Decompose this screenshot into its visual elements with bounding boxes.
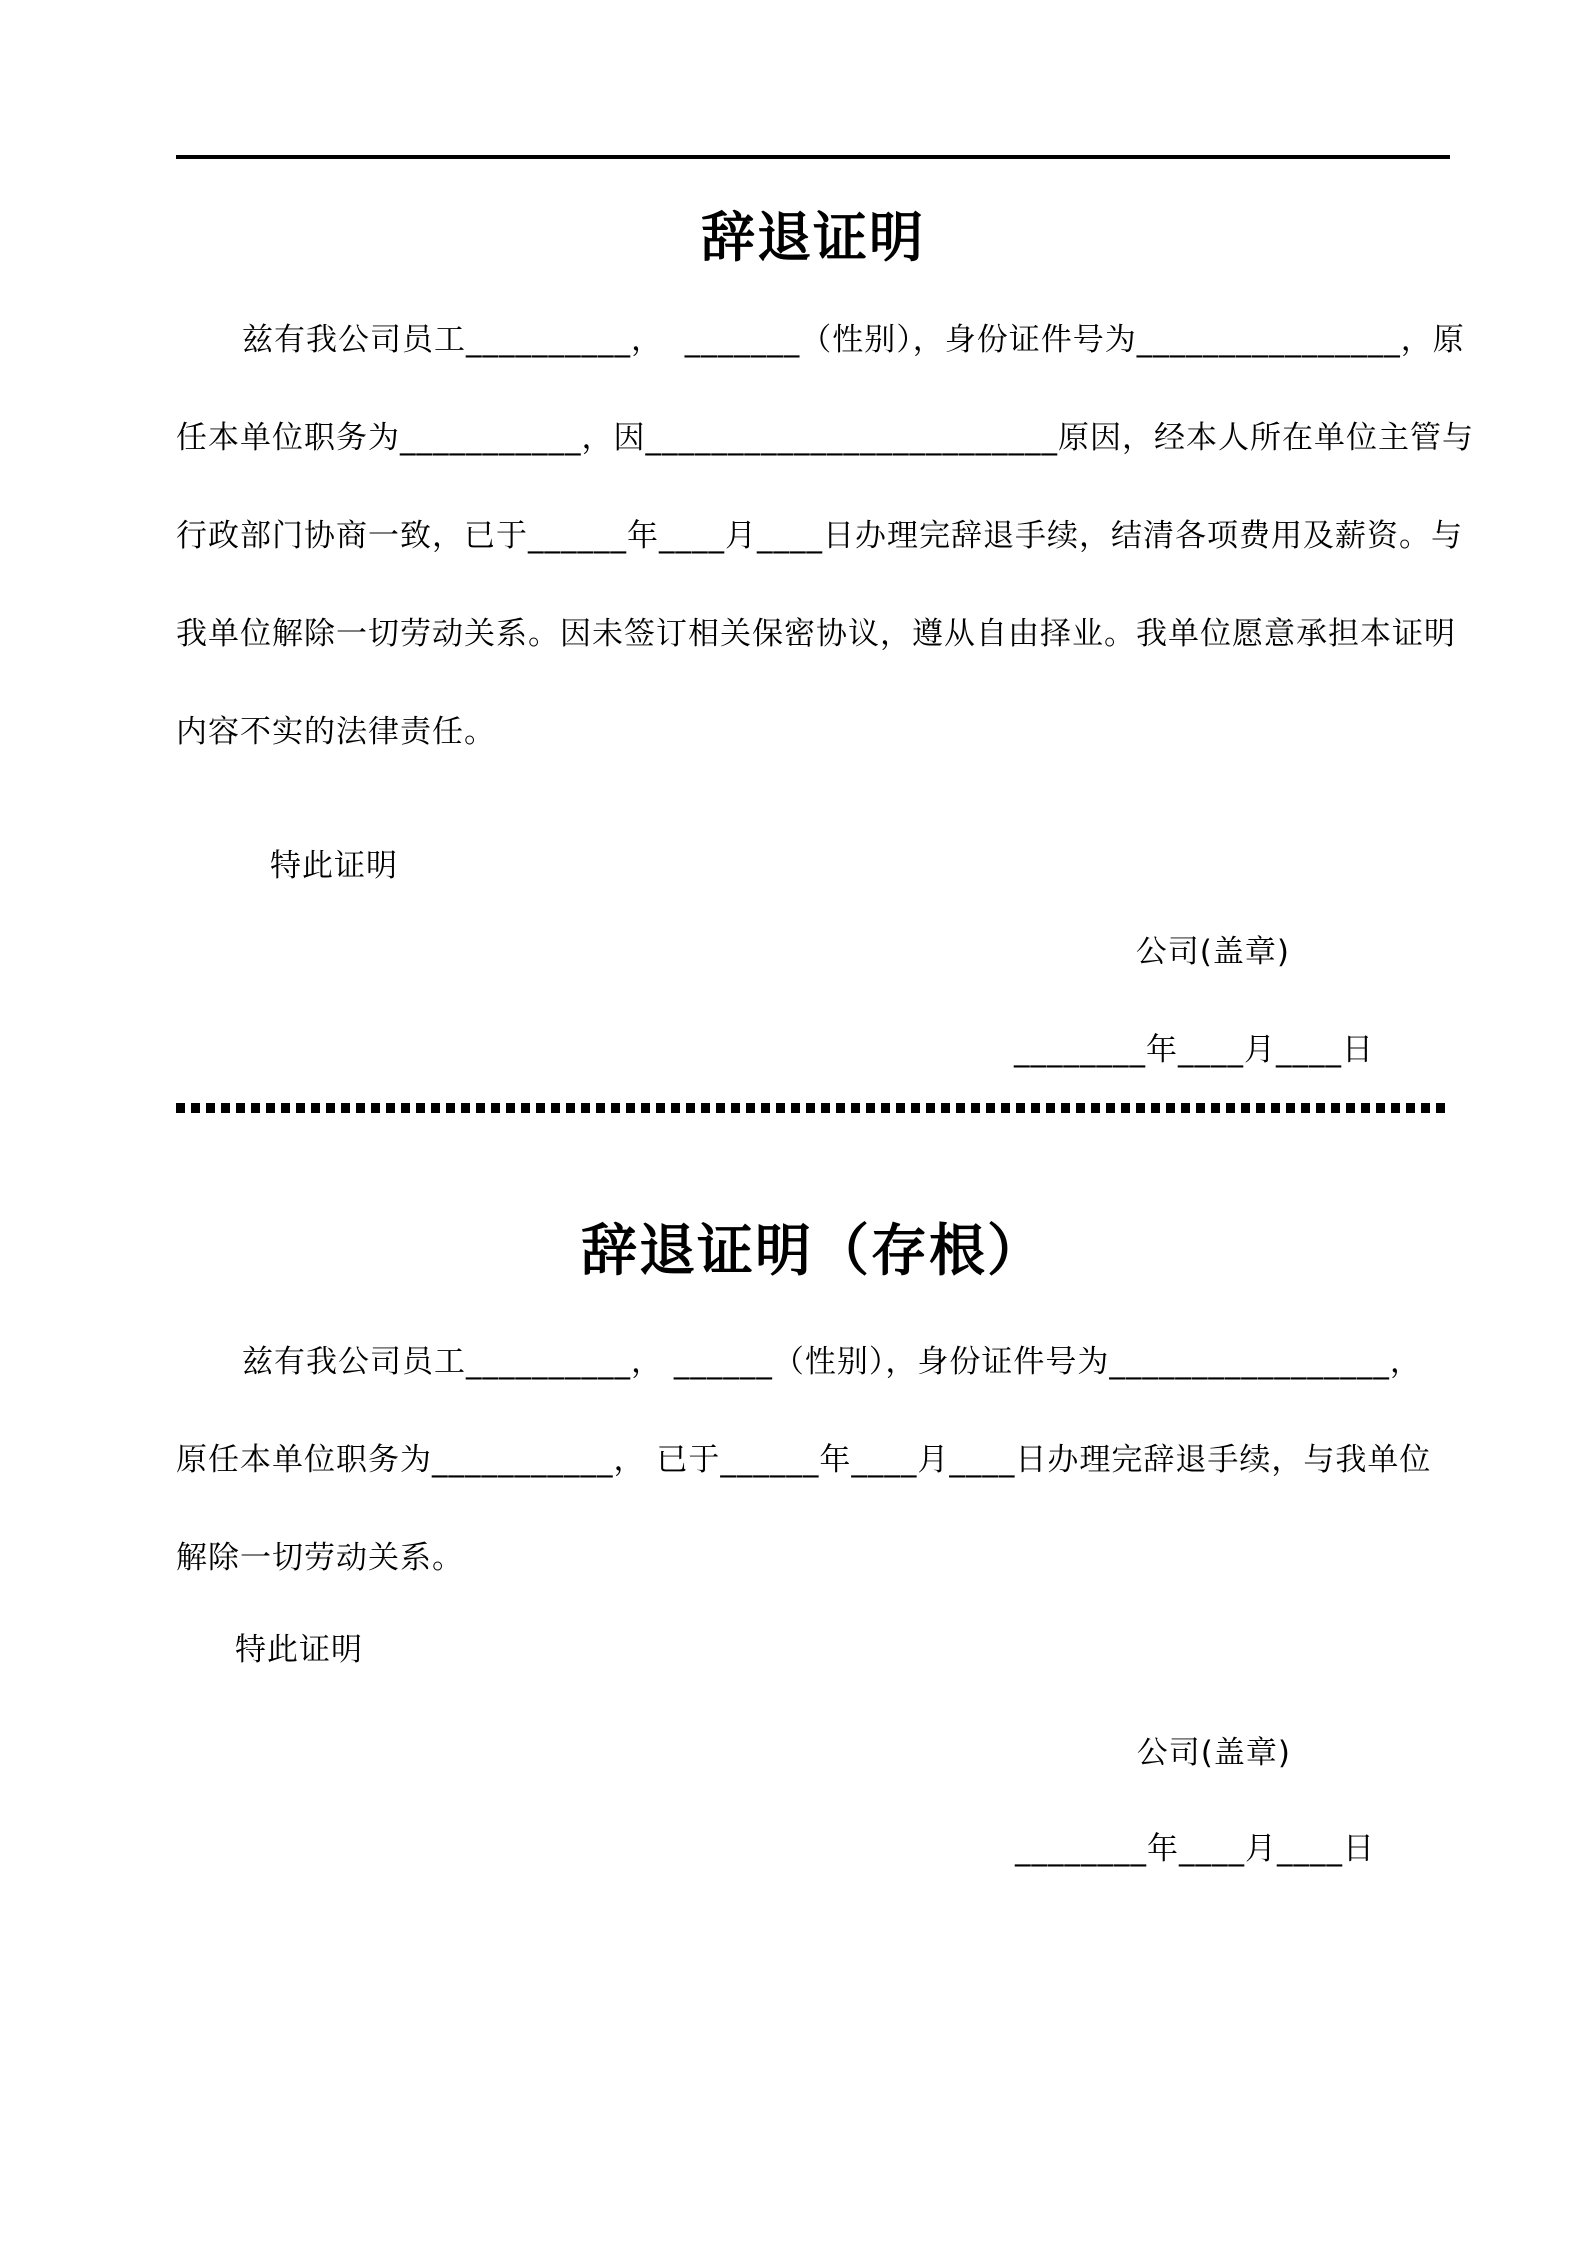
paragraph-line: 我单位解除一切劳动关系。因未签订相关保密协议，遵从自由择业。我单位愿意承担本证明 [176,616,1456,652]
paragraph-line: 原任本单位职务为___________， 已于______年____月____日办理完辞退手续，与我单位 [176,1442,1432,1478]
section2-paragraph [176,1313,1450,1607]
paragraph-line: 内容不实的法律责任。 [176,714,496,750]
paragraph-line-text: 兹有我公司员工__________， ______（性别），身份证件号为_________________， [242,1344,1422,1380]
section2-date-line: ________年____月____日 [1015,1831,1375,1867]
section1-paragraph [176,291,1474,781]
cut-line-divider [176,1103,1450,1113]
section2-closing-phrase: 特此证明 [235,1632,363,1668]
paragraph-line [176,291,1465,389]
paragraph-line: 行政部门协商一致，已于______年____月____日办理完辞退手续，结清各项费用及薪资。与 [176,518,1463,554]
paragraph-line-text: 兹有我公司员工__________， _______（性别），身份证件号为________________，原 [242,322,1465,358]
section2-company-seal-line: 公司(盖章) [1136,1735,1291,1771]
paragraph-line [176,1313,1450,1411]
section1-closing-phrase: 特此证明 [270,848,398,884]
header-rule [176,155,1450,159]
section1-company-seal-line: 公司(盖章) [1135,934,1290,970]
section1-date-line: ________年____月____日 [1014,1032,1374,1068]
section2-title: 辞退证明（存根） [581,1221,1045,1283]
section1-title: 辞退证明 [701,208,925,268]
paragraph-line: 解除一切劳动关系。 [176,1540,464,1576]
paragraph-line: 任本单位职务为___________，因_________________________原因，经本人所在单位主管与 [176,420,1474,456]
